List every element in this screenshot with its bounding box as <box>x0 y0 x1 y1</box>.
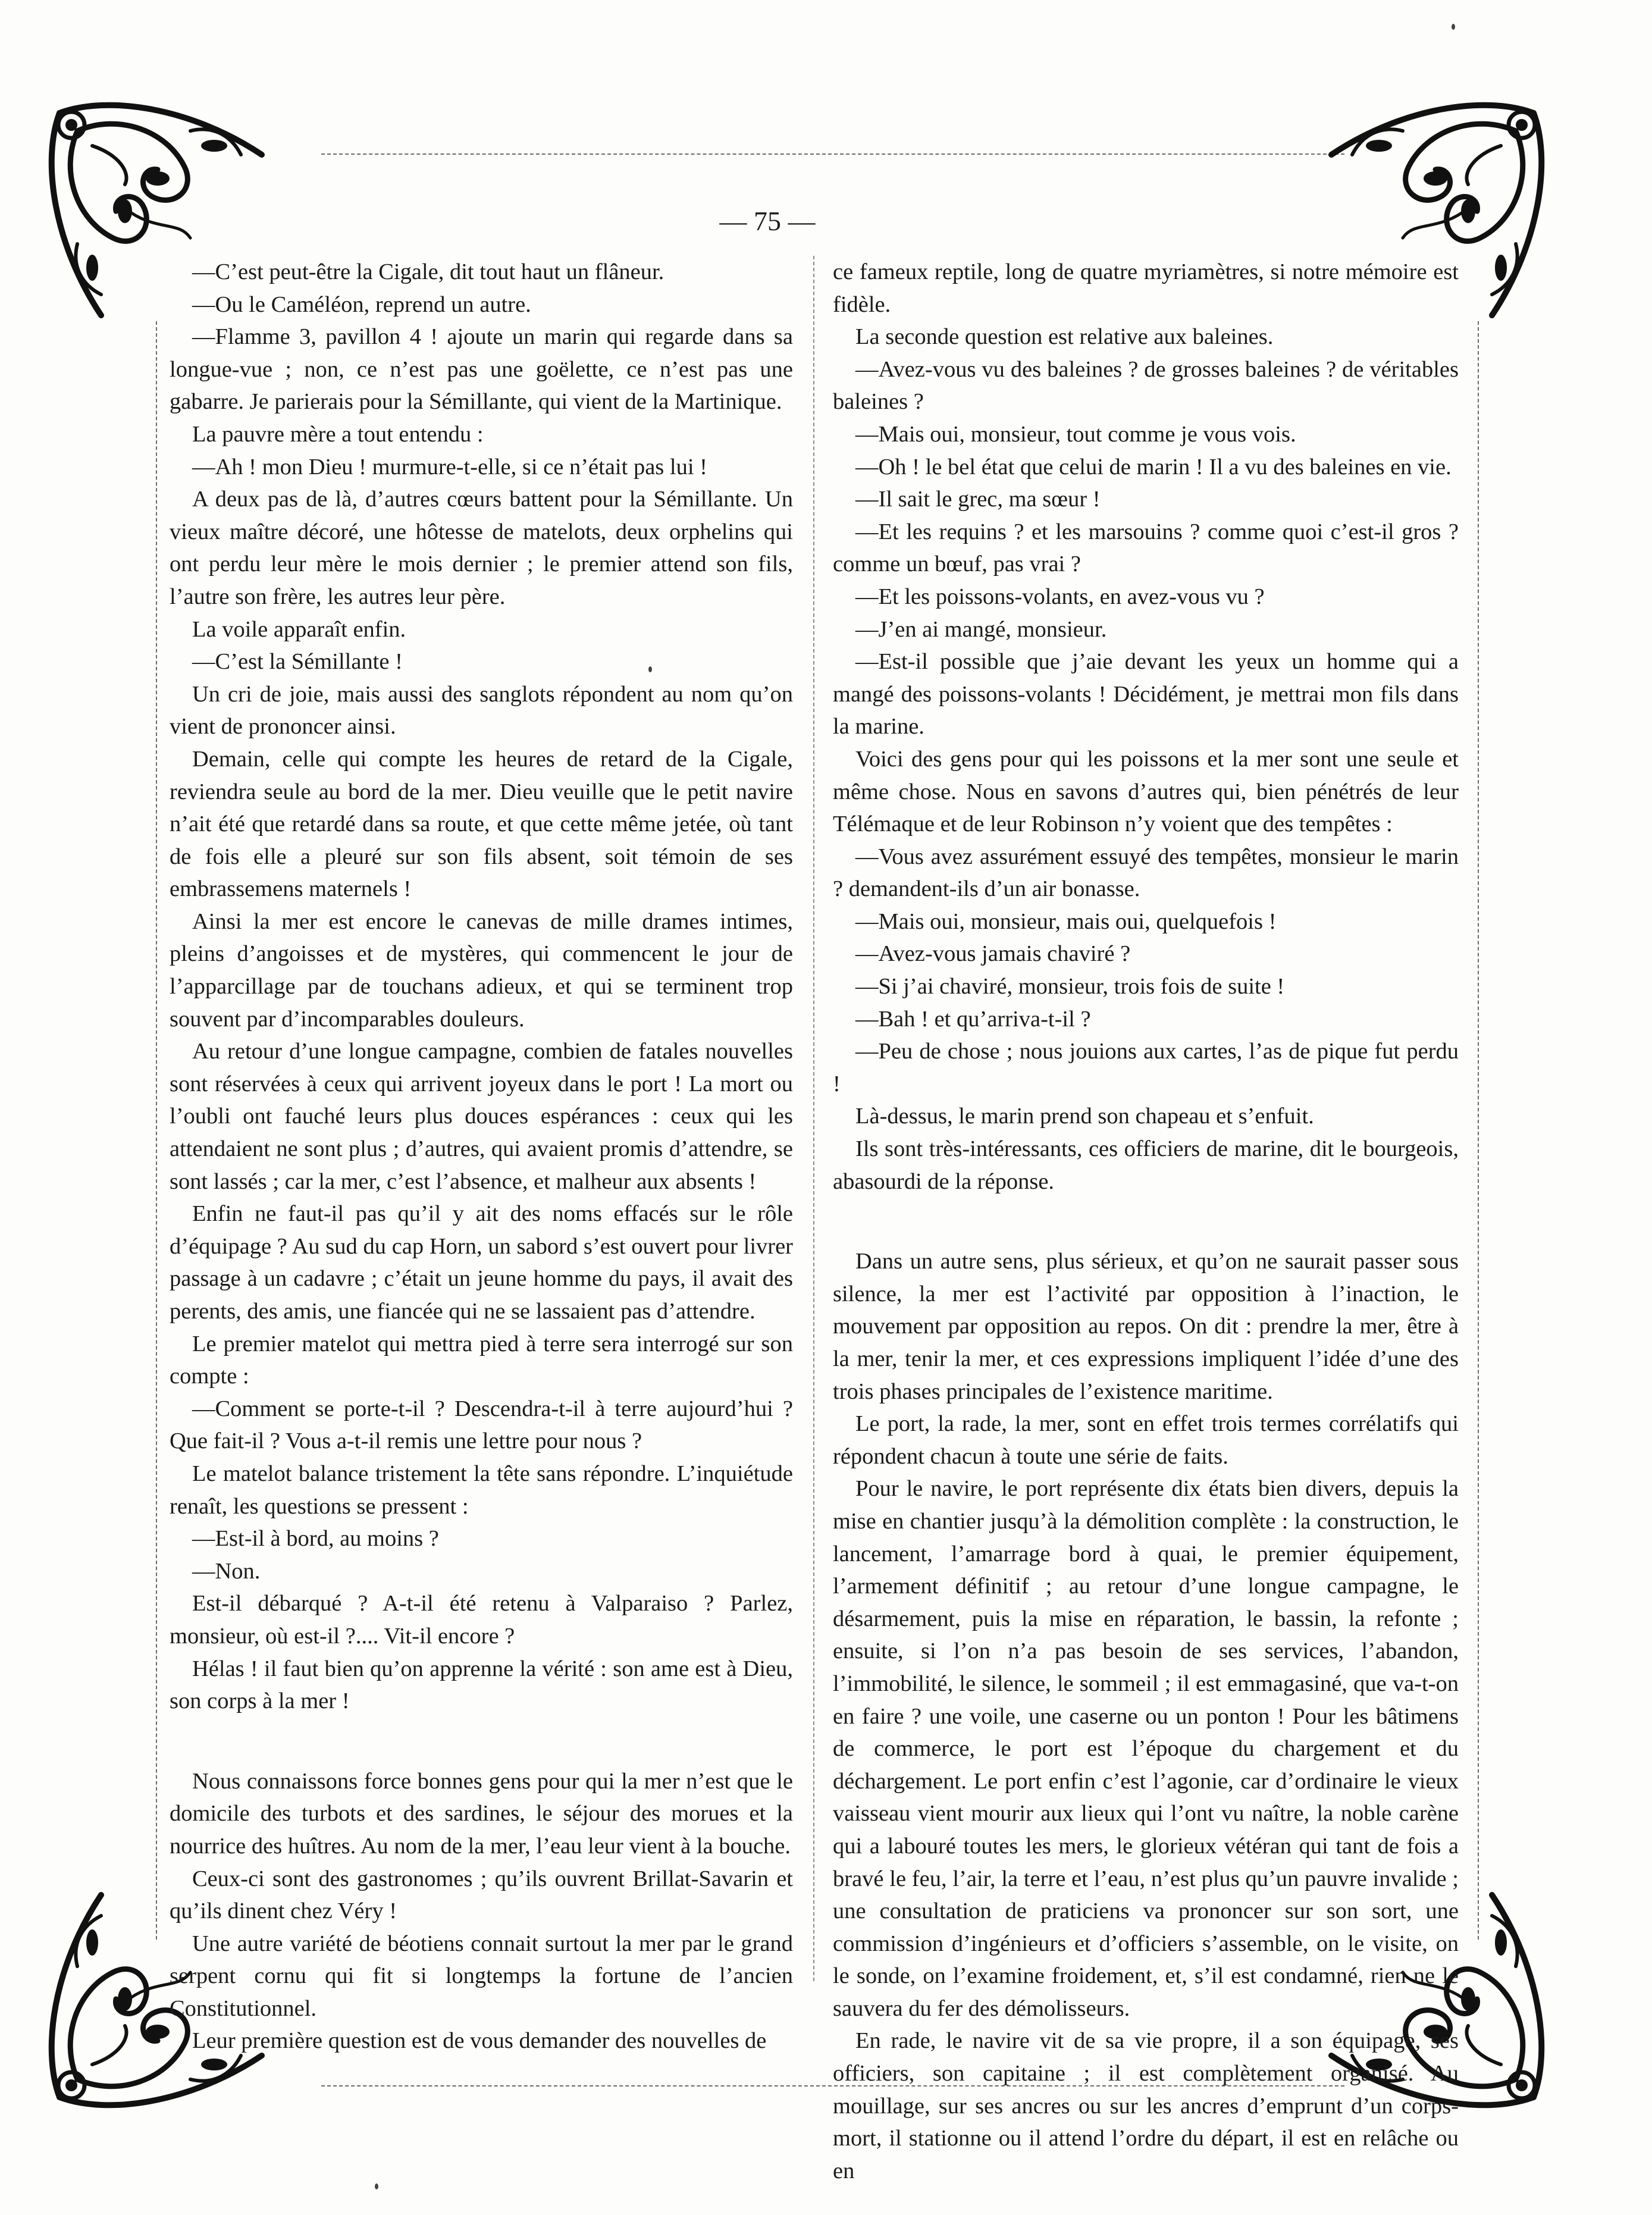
paragraph: Le matelot balance tristement la tête sans répondre. L’inquiétude renaît, les questions se pressent : <box>170 1461 793 1519</box>
right-column <box>833 256 1459 2187</box>
paragraph: —C’est la Sémillante ! <box>192 649 403 675</box>
paragraph: Voici des gens pour qui les poissons et la mer sont une seule et même chose. Nous en savons d’autres qui, bien pénétrés de leur Télémaque et de leur Robinson n’y voient que des tempêtes : <box>833 746 1459 837</box>
paragraph: ce fameux reptile, long de quatre myriamètres, si notre mémoire est fidèle. <box>833 259 1459 317</box>
paragraph: —Vous avez assurément essuyé des tempêtes, monsieur le marin ? demandent-ils d’un air bonasse. <box>833 844 1459 902</box>
paragraph: Enfin ne faut-il pas qu’il y ait des noms effacés sur le rôle d’équipage ? Au sud du cap Horn, un sabord s’est ouvert pour livrer passage à un cadavre ; c’était un jeune homme du pays, il avait des perents, des amis, une fiancée qui ne se lassaient pas d’attendre. <box>170 1201 793 1324</box>
paragraph: —Et les poissons-volants, en avez-vous vu ? <box>855 584 1265 609</box>
paragraph: Leur première question est de vous demander des nouvelles de <box>192 2028 767 2054</box>
paragraph: Là-dessus, le marin prend son chapeau et s’enfuit. <box>855 1104 1314 1129</box>
paragraph: —Flamme 3, pavillon 4 ! ajoute un marin qui regarde dans sa longue-vue ; non, ce n’est pas une goëlette, ce n’est pas une gabarre. Je parierais pour la Sémillante, qui vient de la Martinique. <box>170 324 793 415</box>
paragraph: —J’en ai mangé, monsieur. <box>855 616 1107 642</box>
dashed-frame-left <box>156 321 157 1940</box>
paragraph: Hélas ! il faut bien qu’on apprenne la vérité : son ame est à Dieu, son corps à la mer ! <box>170 1656 793 1714</box>
paragraph: Demain, celle qui compte les heures de retard de la Cigale, reviendra seule au bord de la mer. Dieu veuille que le petit navire n’ait été que retardé dans sa route, et que cette même jetée, où tant de fois elle a pleuré sur son fils absent, soit témoin de ses embrassemens maternels ! <box>170 746 793 902</box>
paragraph: —Peu de chose ; nous jouions aux cartes, l’as de pique fut perdu ! <box>833 1039 1459 1096</box>
paragraph: —Oh ! le bel état que celui de marin ! Il a vu des baleines en vie. <box>855 454 1452 480</box>
paragraph: —Bah ! et qu’arriva-t-il ? <box>855 1006 1091 1032</box>
paragraph: —C’est peut-être la Cigale, dit tout haut un flâneur. <box>192 259 664 284</box>
paragraph: —Est-il à bord, au moins ? <box>192 1526 439 1552</box>
paragraph: La seconde question est relative aux baleines. <box>855 324 1274 350</box>
paragraph: —Avez-vous jamais chaviré ? <box>855 941 1131 967</box>
paragraph: Ainsi la mer est encore le canevas de mille drames intimes, pleins d’angoisses et de mystères, qui commencent le jour de l’apparcillage par de touchans adieux, et qui se terminent trop souvent par d’incomparables douleurs. <box>170 908 793 1032</box>
paragraph: Pour le navire, le port représente dix états bien divers, depuis la mise en chantier jusqu’à la démolition complète : la construction, le lancement, l’amarrage bord à quai, le premier équipement, l’armement définitif ; au retour d’une longue campagne, le désarmement, puis la mise en réparation, le bassin, la refonte ; ensuite, si l’on n’a pas besoin de ses services, l’abandon, l’immobilité, le silence, le sommeil ; il est emmagasiné, que va-t-on en faire ? une voile, une caserne ou un ponton ! Pour les bâtimens de commerce, le port est l’époque du chargement et du déchargement. Le port enfin c’est l’agonie, car d’ordinaire le vieux vaisseau vient mourir aux lieux qui l’ont vu naître, la noble carène qui a labouré toutes les mers, le glorieux vétéran qui tant de fois a bravé le feu, l’air, la terre et l’eau, n’est plus qu’un pauvre invalide ; une consultation de praticiens va prononcer sur son sort, une commission d’ingénieurs et d’officiers s’assemble, on le visite, on le sonde, on l’examine froidement, et, s’il est condamné, rien ne le sauvera du fer des démolisseurs. <box>833 1476 1459 2021</box>
page-number: — 75 — <box>719 206 816 236</box>
paragraph: —Mais oui, monsieur, mais oui, quelquefois ! <box>855 908 1277 934</box>
dashed-frame-right <box>1478 321 1479 1940</box>
scan-speck <box>648 666 652 672</box>
paragraph: —Avez-vous vu des baleines ? de grosses baleines ? de véritables baleines ? <box>833 356 1459 415</box>
paragraph: Est-il débarqué ? A-t-il été retenu à Valparaiso ? Parlez, monsieur, où est-il ?.... Vit-il encore ? <box>170 1591 793 1649</box>
paragraph: Le port, la rade, la mer, sont en effet trois termes corrélatifs qui répondent chacun à toute une série de faits. <box>833 1411 1459 1469</box>
paragraph: Au retour d’une longue campagne, combien de fatales nouvelles sont réservées à ceux qui arrivent joyeux dans le port ! La mort ou l’oubli ont fauché leurs plus douces espérances : ceux qui les attendaient ne sont plus ; d’autres, qui avaient promis d’attendre, se sont lassés ; car la mer, c’est l’absence, et malheur aux absents ! <box>170 1039 793 1194</box>
column-divider <box>813 256 814 1981</box>
paragraph: Le premier matelot qui mettra pied à terre sera interrogé sur son compte : <box>170 1331 793 1389</box>
scan-speck <box>375 2183 378 2189</box>
paragraph: En rade, le navire vit de sa vie propre, il a son équipage, ses officiers, son capitaine ; il est complètement organisé. Au mouillage, sur ses ancres ou sur les ancres d’emprunt d’un corps-mort, il stationne ou il attend l’ordre du départ, il est en relâche ou en <box>833 2028 1459 2183</box>
paragraph: —Si j’ai chaviré, monsieur, trois fois de suite ! <box>855 974 1285 1000</box>
paragraph: —Mais oui, monsieur, tout comme je vous vois. <box>855 421 1296 447</box>
paragraph: Ceux-ci sont des gastronomes ; qu’ils ouvrent Brillat-Savarin et qu’ils dinent chez Véry ! <box>170 1866 793 1924</box>
paragraph: —Est-il possible que j’aie devant les yeux un homme qui a mangé des poissons-volants ! Décidément, je mettrai mon fils dans la marine. <box>833 649 1459 740</box>
paragraph: —Non. <box>192 1558 261 1584</box>
scan-speck <box>1452 24 1455 30</box>
paragraph: —Il sait le grec, ma sœur ! <box>855 487 1101 512</box>
paragraph: Ils sont très-intéressants, ces officiers de marine, dit le bourgeois, abasourdi de la réponse. <box>833 1136 1459 1194</box>
paragraph: —Comment se porte-t-il ? Descendra-t-il à terre aujourd’hui ? Que fait-il ? Vous a-t-il remis une lettre pour nous ? <box>170 1396 793 1454</box>
paragraph: La pauvre mère a tout entendu : <box>192 421 484 447</box>
paragraph: —Ou le Caméléon, reprend un autre. <box>192 292 531 317</box>
paragraph: —Et les requins ? et les marsouins ? comme quoi c’est-il gros ? comme un bœuf, pas vrai ? <box>833 519 1459 577</box>
paragraph: La voile apparaît enfin. <box>192 616 406 642</box>
paragraph: Une autre variété de béotiens connait surtout la mer par le grand serpent cornu qui fit si longtemps la fortune de l’ancien Constitutionnel. <box>170 1931 793 2021</box>
dashed-frame-top <box>321 153 1344 155</box>
left-column <box>170 256 793 2057</box>
paragraph: —Ah ! mon Dieu ! murmure-t-elle, si ce n’était pas lui ! <box>192 454 707 480</box>
paragraph: Nous connaissons force bonnes gens pour qui la mer n’est que le domicile des turbots et des sardines, le séjour des morues et la nourrice des huîtres. Au nom de la mer, l’eau leur vient à la bouche. <box>170 1768 793 1859</box>
paragraph: A deux pas de là, d’autres cœurs battent pour la Sémillante. Un vieux maître décoré, une hôtesse de matelots, deux orphelins qui ont perdu leur mère le mois dernier ; le premier attend son fils, l’autre son frère, les autres leur père. <box>170 487 793 609</box>
paragraph: Un cri de joie, mais aussi des sanglots répondent au nom qu’on vient de prononcer ainsi. <box>170 681 793 740</box>
paragraph: Dans un autre sens, plus sérieux, et qu’on ne saurait passer sous silence, la mer est l’activité par opposition à l’inaction, le mouvement par opposition au repos. On dit : prendre la mer, être à la mer, tenir la mer, et ces expressions impliquent l’idée d’une des trois phases principales de l’existence maritime. <box>833 1249 1459 1404</box>
